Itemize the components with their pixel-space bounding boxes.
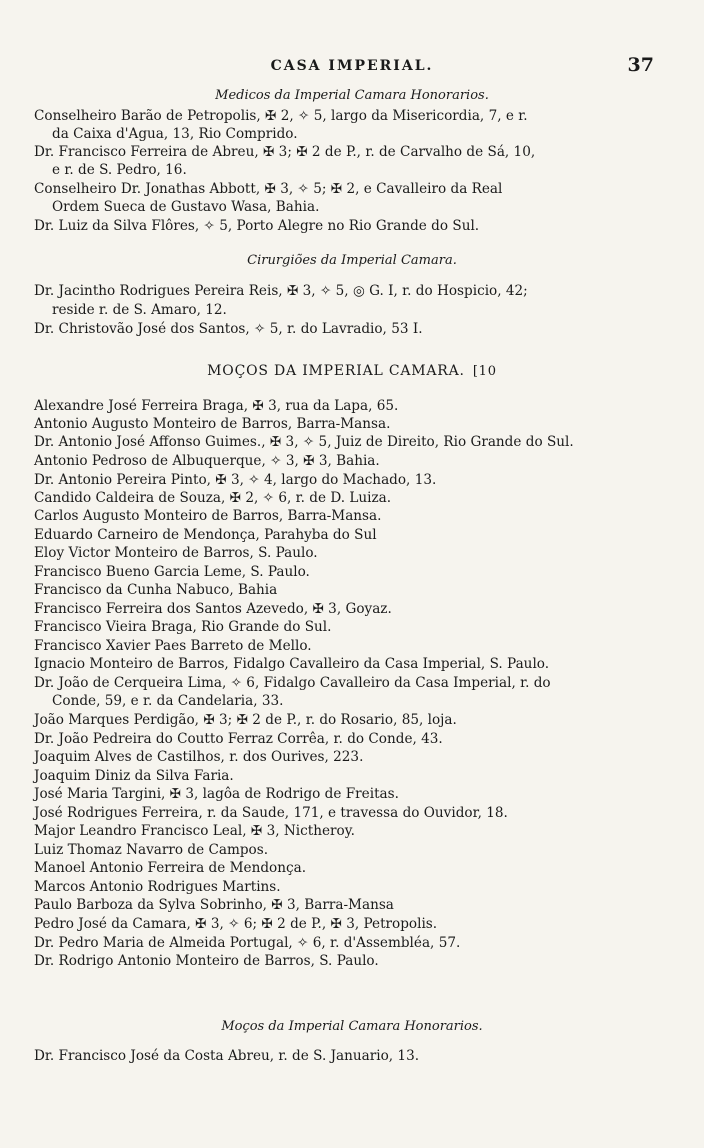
entry-line: Conde, 59, e r. da Candelaria, 33. [52, 693, 284, 709]
entry-line: Pedro José da Camara, ✠ 3, ✧ 6; ✠ 2 de P., ✠ 3, Petropolis. [34, 916, 438, 932]
entry-line: Dr. Jacintho Rodrigues Pereira Reis, ✠ 3, ✧ 5, ◎ G. I, r. do Hospicio, 42; [34, 283, 528, 299]
entry-line: Major Leandro Francisco Leal, ✠ 3, Nictheroy. [34, 823, 355, 839]
entry-line: reside r. de S. Amaro, 12. [52, 302, 227, 318]
entry-line: Conselheiro Dr. Jonathas Abbott, ✠ 3, ✧ 5; ✠ 2, e Cavalleiro da Real [34, 181, 503, 197]
entry-line: Dr. Luiz da Silva Flôres, ✧ 5, Porto Alegre no Rio Grande do Sul. [34, 218, 480, 234]
entry-line: Francisco Xavier Paes Barreto de Mello. [34, 638, 312, 654]
entry-line: Candido Caldeira de Souza, ✠ 2, ✧ 6, r. de D. Luiza. [34, 490, 392, 506]
entry-line: Dr. João Pedreira do Coutto Ferraz Corrêa, r. do Conde, 43. [34, 731, 443, 747]
entry-line: Paulo Barboza da Sylva Sobrinho, ✠ 3, Barra-Mansa [34, 897, 394, 913]
entry-line: Francisco da Cunha Nabuco, Bahia [34, 582, 278, 598]
subheading-mocos-honorarios: Moços da Imperial Camara Honorarios. [221, 1019, 483, 1034]
entry-line: Joaquim Alves de Castilhos, r. dos Ourives, 223. [34, 749, 364, 765]
entry-line: e r. de S. Pedro, 16. [52, 162, 187, 178]
entry-line: da Caixa d'Agua, 13, Rio Comprido. [52, 126, 298, 142]
entry-line: Francisco Bueno Garcia Leme, S. Paulo. [34, 564, 310, 580]
section-heading-title: MOÇOS DA IMPERIAL CAMARA. [207, 363, 465, 379]
page-header [0, 54, 704, 82]
entry-line: Antonio Pedroso de Albuquerque, ✧ 3, ✠ 3, Bahia. [34, 453, 380, 469]
entry-line: Luiz Thomaz Navarro de Campos. [34, 842, 269, 858]
entry-line: Dr. Francisco Ferreira de Abreu, ✠ 3; ✠ 2 de P., r. de Carvalho de Sá, 10, [34, 144, 536, 160]
entry-line: Eduardo Carneiro de Mendonça, Parahyba do Sul [34, 527, 377, 543]
entry-line: José Rodrigues Ferreira, r. da Saude, 171, e travessa do Ouvidor, 18. [34, 805, 508, 821]
entry-line: Joaquim Diniz da Silva Faria. [34, 768, 234, 784]
subheading-medicos-honorarios: Medicos da Imperial Camara Honorarios. [215, 88, 489, 103]
footnote-marker: [10 [472, 364, 497, 379]
entry-line: João Marques Perdigão, ✠ 3; ✠ 2 de P., r. do Rosario, 85, loja. [34, 712, 457, 728]
entry-line: Ignacio Monteiro de Barros, Fidalgo Cavalleiro da Casa Imperial, S. Paulo. [34, 656, 550, 672]
entry-line: Antonio Augusto Monteiro de Barros, Barra-Mansa. [34, 416, 391, 432]
entry-line: Dr. Francisco José da Costa Abreu, r. de S. Januario, 13. [34, 1048, 420, 1064]
entry-line: Manoel Antonio Ferreira de Mendonça. [34, 860, 307, 876]
entry-line: Francisco Ferreira dos Santos Azevedo, ✠ 3, Goyaz. [34, 601, 392, 617]
page-number: 37 [627, 54, 654, 76]
entry-line: Dr. Rodrigo Antonio Monteiro de Barros, S. Paulo. [34, 953, 379, 969]
entry-line: Dr. Antonio Pereira Pinto, ✠ 3, ✧ 4, largo do Machado, 13. [34, 472, 437, 488]
running-title: CASA IMPERIAL. [270, 58, 434, 74]
entry-line: Ordem Sueca de Gustavo Wasa, Bahia. [52, 199, 320, 215]
entry-line: Dr. Antonio José Affonso Guimes., ✠ 3, ✧ 5, Juiz de Direito, Rio Grande do Sul. [34, 434, 574, 450]
subheading-cirurgioes: Cirurgiões da Imperial Camara. [247, 253, 457, 268]
entry-line: Dr. Pedro Maria de Almeida Portugal, ✧ 6, r. d'Assembléa, 57. [34, 935, 461, 951]
entry-line: José Maria Targini, ✠ 3, lagôa de Rodrigo de Freitas. [34, 786, 399, 802]
entry-line: Dr. Christovão José dos Santos, ✧ 5, r. do Lavradio, 53 I. [34, 321, 423, 337]
entry-line: Dr. João de Cerqueira Lima, ✧ 6, Fidalgo Cavalleiro da Casa Imperial, r. do [34, 675, 551, 691]
entry-line: Conselheiro Barão de Petropolis, ✠ 2, ✧ 5, largo da Misericordia, 7, e r. [34, 108, 528, 124]
entry-line: Carlos Augusto Monteiro de Barros, Barra-Mansa. [34, 508, 382, 524]
entry-line: Francisco Vieira Braga, Rio Grande do Sul. [34, 619, 332, 635]
entry-line: Alexandre José Ferreira Braga, ✠ 3, rua da Lapa, 65. [34, 398, 399, 414]
section-heading-mocos [0, 363, 704, 379]
entry-line: Eloy Victor Monteiro de Barros, S. Paulo. [34, 545, 318, 561]
entry-line: Marcos Antonio Rodrigues Martins. [34, 879, 281, 895]
